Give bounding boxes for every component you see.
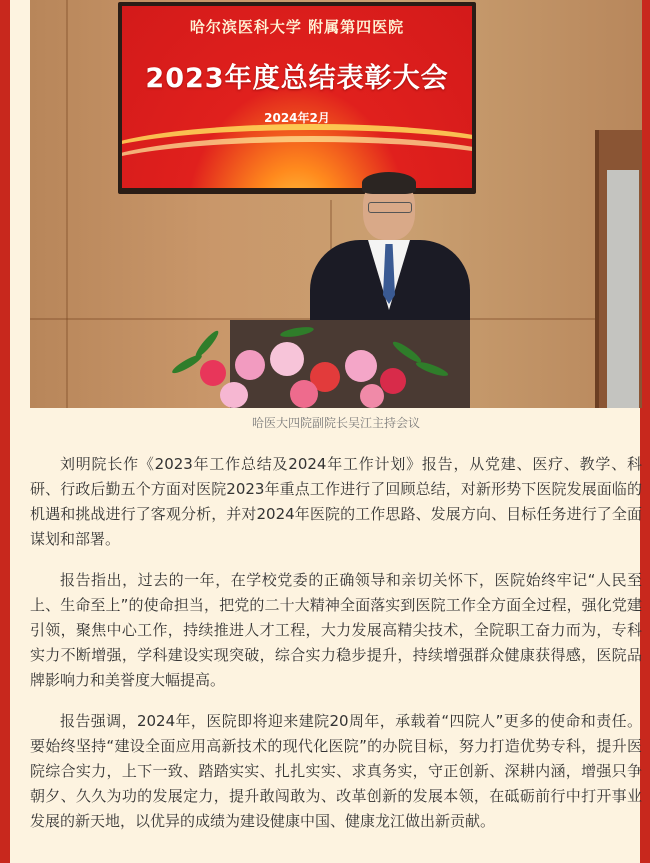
- flower: [380, 368, 406, 394]
- screen-hospital-name: 哈尔滨医科大学 附属第四医院: [189, 18, 405, 36]
- article-body: [30, 452, 642, 850]
- paragraph-past-year: 报告指出，过去的一年，在学校党委的正确领导和亲切关怀下，医院始终牢记“人民至上、生命至上”的使命担当，把党的二十大精神全面落实到医院工作全方面全过程，强化党建引领，聚焦中心工作，持续推进人才工程，大力发展高精尖技术，全院职工奋力而为，专科实力不断增强，学科建设实现突破，综合实力稳步提升，持续增强群众健康获得感，医院品牌影响力和美誉度大幅提高。: [30, 571, 642, 689]
- speaker-hair: [362, 172, 416, 194]
- leaf: [280, 325, 315, 339]
- paragraph-report-summary: 刘明院长作《2023年工作总结及2024年工作计划》报告，从党建、医疗、教学、科研、行政后勤五个方面对医院2023年重点工作进行了回顾总结，对新形势下医院发展面临的机遇和挑战进行了客观分析，并对2024年医院的工作思路、发展方向、目标任务进行了全面谋划和部署。: [30, 455, 642, 548]
- flower: [235, 350, 265, 380]
- leaf: [415, 359, 450, 378]
- flower: [290, 380, 318, 408]
- speaker-glasses: [368, 202, 412, 213]
- screen-banner: [122, 6, 472, 188]
- wall-panel-seam: [66, 0, 68, 408]
- screen-event-date: 2024年2月: [264, 111, 330, 125]
- flower: [200, 360, 226, 386]
- photo-caption: 哈医大四院副院长吴江主持会议: [251, 416, 420, 430]
- doorway: [595, 130, 642, 408]
- flower: [360, 384, 384, 408]
- flower: [345, 350, 377, 382]
- flower-arrangement: [160, 320, 460, 408]
- door-opening: [607, 170, 639, 408]
- screen-event-title: 2023年度总结表彰大会: [145, 63, 449, 94]
- stage-screen: [118, 2, 476, 194]
- paragraph-future-goals: 报告强调，2024年，医院即将迎来建院20周年，承载着“四院人”更多的使命和责任。要始终坚持“建设全面应用高新技术的现代化医院”的办院目标，努力打造优势专科，提升医院综合实力，上下一致、踏踏实实、扎扎实实、求真务实，守正创新、深耕内涵，增强只争朝夕、久久为功的发展定力，提升敢闯敢为、改革创新的发展本领，在砥砺前行中打开事业发展的新天地，以优异的成绩为建设健康中国、健康龙江做出新贡献。: [30, 712, 642, 830]
- flower: [270, 342, 304, 376]
- event-photo: [30, 0, 642, 408]
- leaf: [193, 328, 221, 359]
- flower: [220, 382, 248, 408]
